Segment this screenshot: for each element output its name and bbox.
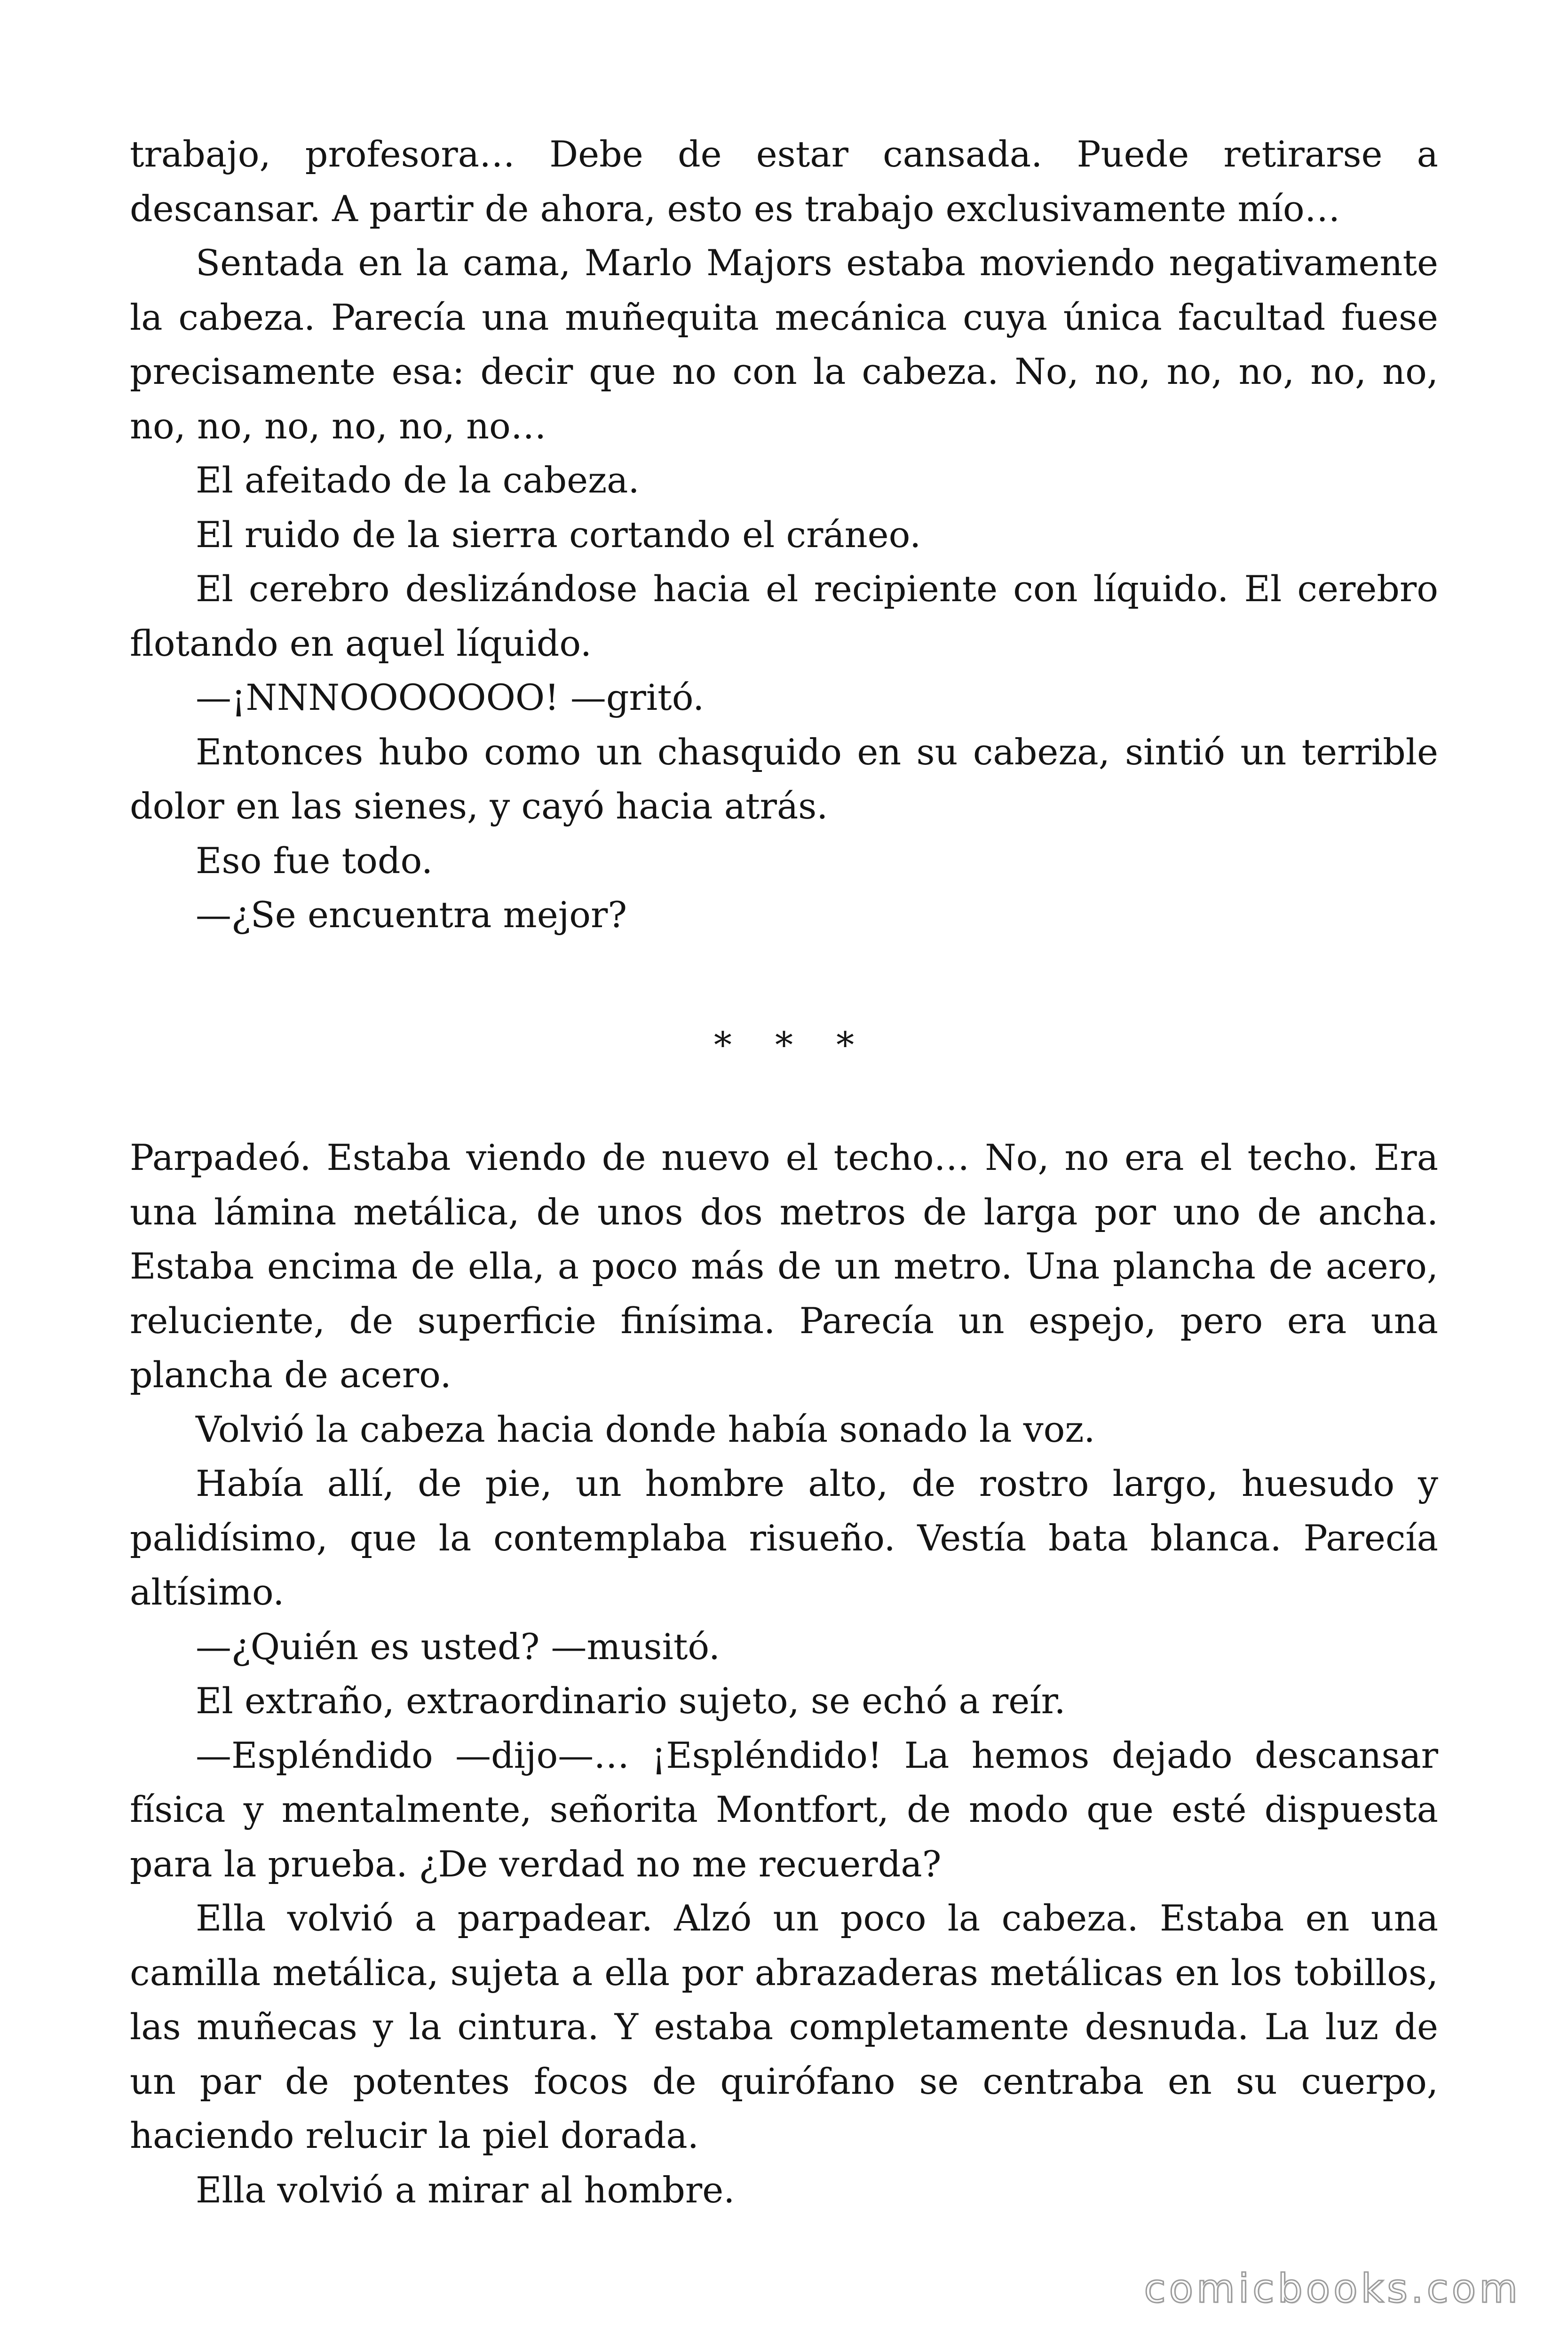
paragraph: El ruido de la sierra cortando el cráneo. <box>196 513 921 556</box>
paragraph: Eso fue todo. <box>196 839 433 882</box>
text-section-after-break <box>130 1130 1438 2217</box>
paragraph: El extraño, extraordinario sujeto, se echó a reír. <box>196 1680 1066 1722</box>
paragraph: Volvió la cabeza hacia donde había sonado la voz. <box>196 1408 1095 1450</box>
paragraph: —¡NNNOOOOOOO! —gritó. <box>196 676 705 718</box>
watermark: comicbooks.com <box>1144 2265 1521 2312</box>
paragraph: Parpadeó. Estaba viendo de nuevo el techo… No, no era el techo. Era una lámina metálica, de unos dos metros de larga por uno de ancha. Estaba encima de ella, a poco más de un metro. Una plancha de acero, reluciente, de superficie finísima. Parecía un espejo, pero era una plancha de acero. <box>130 1136 1438 1396</box>
paragraph: Entonces hubo como un chasquido en su cabeza, sintió un terrible dolor en las sienes, y cayó hacia atrás. <box>130 731 1438 827</box>
scene-break: * * * <box>713 1024 871 1066</box>
paragraph: El afeitado de la cabeza. <box>196 459 640 501</box>
paragraph: Sentada en la cama, Marlo Majors estaba moviendo negativamente la cabeza. Parecía una muñequita mecánica cuya única facultad fuese precisamente esa: decir que no con la cabeza. No, no, no, no, no, no, no, no, no, no, no, no… <box>130 242 1438 447</box>
paragraph: —¿Quién es usted? —musitó. <box>196 1625 720 1668</box>
paragraph: —Espléndido —dijo—… ¡Espléndido! La hemos dejado descansar física y mentalmente, señorita Montfort, de modo que esté dispuesta para la prueba. ¿De verdad no me recuerda? <box>130 1734 1438 1885</box>
paragraph: Ella volvió a parpadear. Alzó un poco la cabeza. Estaba en una camilla metálica, sujeta a ella por abrazaderas metálicas en los tobillos, las muñecas y la cintura. Y estaba completamente desnuda. La luz de un par de potentes focos de quirófano se centraba en su cuerpo, haciendo relucir la piel dorada. <box>130 1897 1438 2156</box>
text-section-before-break <box>130 127 1438 942</box>
paragraph: trabajo, profesora… Debe de estar cansada. Puede retirarse a descansar. A partir de ahora, esto es trabajo exclusivamente mío… <box>130 133 1438 230</box>
paragraph: El cerebro deslizándose hacia el recipiente con líquido. El cerebro flotando en aquel líquido. <box>130 568 1438 664</box>
paragraph: —¿Se encuentra mejor? <box>196 894 627 936</box>
paragraph: Ella volvió a mirar al hombre. <box>196 2169 735 2211</box>
paragraph: Había allí, de pie, un hombre alto, de rostro largo, huesudo y palidísimo, que la contemplaba risueño. Vestía bata blanca. Parecía altísimo. <box>130 1462 1438 1613</box>
